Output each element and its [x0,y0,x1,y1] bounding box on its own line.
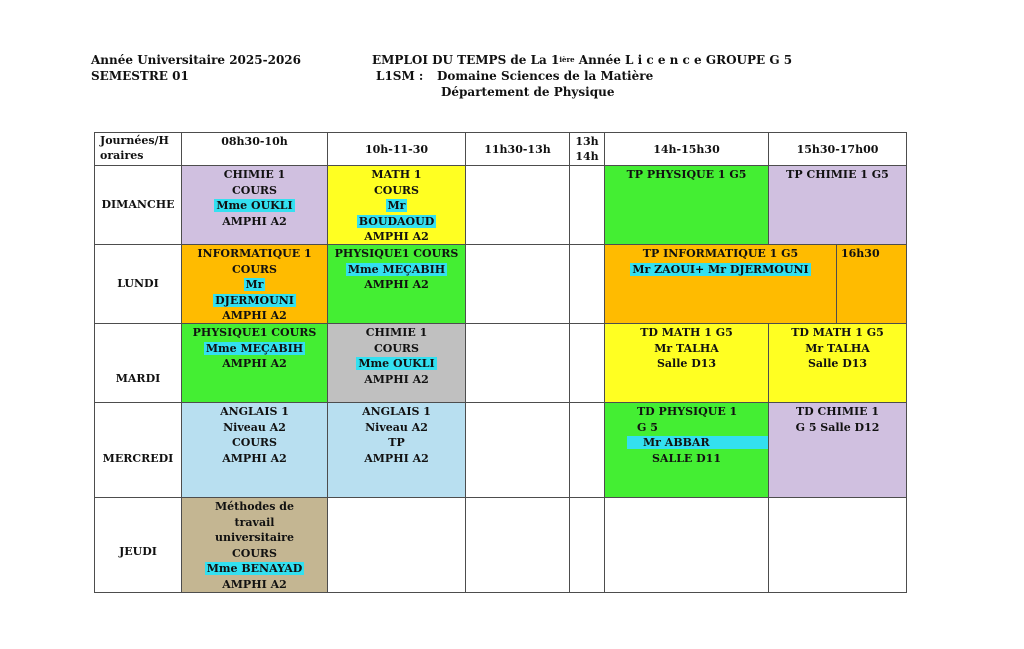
session-line: AMPHI A2 [222,357,287,370]
teacher-name: DJERMOUNI [215,293,294,307]
slot-header-2: 10h-11-30 [327,132,466,166]
teacher-name: Mme MEÇABIH [347,262,446,276]
session-line: PHYSIQUE1 COURS [334,247,459,260]
session-line: G 5 [637,420,658,434]
session-line [605,435,768,451]
session-line: CHIMIE 1 [365,326,428,339]
slot-header-4 [569,132,605,166]
session-line: Méthodes de [215,500,294,513]
session-line: Mr TALHA [654,341,719,355]
session-line [182,561,327,577]
session-line [182,293,327,309]
slot-header-5: 14h-15h30 [604,132,769,166]
corner-header [94,132,182,166]
empty-cell [465,497,570,593]
session-lundi-informatique [181,244,328,324]
session-mardi-physique [181,323,328,403]
session-mardi-td-math-2 [768,323,907,403]
session-line: COURS [231,262,277,276]
session-line: TD MATH 1 G5 [640,326,733,339]
session-line: Niveau A2 [223,420,286,434]
session-line: MATH 1 [371,168,422,181]
empty-cell [569,323,605,403]
empty-cell [768,497,907,593]
session-line: COURS [231,436,277,449]
session-lundi-physique [327,244,466,324]
empty-cell [569,165,605,245]
slot-header-4-line-1: 13h [575,135,599,148]
empty-cell [604,497,769,593]
teacher-name: BOUDAOUD [358,214,435,228]
teacher-name: Mme OUKLI [358,357,435,370]
session-mercredi-td-physique [604,402,769,498]
session-line: TD PHYSIQUE 1 [637,405,738,418]
session-line: Salle D13 [656,357,717,370]
teacher-name: Mme BENAYAD [206,562,303,575]
session-jeudi-methodes [181,497,328,593]
day-mardi: MARDI [94,323,182,403]
session-line: TD MATH 1 G5 [791,326,884,339]
corner-line-1: Journées/H [100,134,169,147]
session-line: INFORMATIQUE 1 [197,247,312,260]
slot-header-4-line-2: 14h [575,150,599,163]
session-line [182,341,327,357]
session-line: travail [234,515,275,529]
session-line: COURS [373,341,419,355]
slot-header-6: 15h30-17h00 [768,132,907,166]
empty-cell [465,402,570,498]
corner-line-2: oraires [100,149,144,162]
session-line: CHIMIE 1 [223,168,286,181]
session-line: AMPHI A2 [222,309,287,322]
title-superscript: ière [559,55,575,64]
semester: SEMESTRE 01 [91,69,189,83]
slot-header-3: 11h30-13h [465,132,570,166]
session-line: TP [388,436,405,449]
session-line [328,198,465,214]
session-line: AMPHI A2 [364,372,429,386]
teacher-name: Mr [387,199,406,212]
session-mercredi-td-chimie [768,402,907,498]
end-time: 16h30 [841,247,880,260]
domain: Domaine Sciences de la Matière [437,69,654,83]
session-line [328,262,465,278]
session-line [182,277,327,293]
session-line: AMPHI A2 [222,577,287,591]
session-mardi-chimie [327,323,466,403]
empty-cell [569,497,605,593]
title-part-2: Année L i c e n c e GROUPE G 5 [574,53,793,67]
empty-cell [465,323,570,403]
page-title [372,53,792,68]
session-line [605,262,836,278]
session-line [328,214,465,230]
session-lundi-end-time [836,244,907,324]
empty-cell [465,244,570,324]
session-line [328,356,465,372]
session-line: universitaire [215,531,294,544]
session-line: AMPHI A2 [364,278,429,291]
session-line: ANGLAIS 1 [220,405,289,418]
session-line: Niveau A2 [365,420,428,434]
timetable [94,132,907,593]
session-line: COURS [373,183,419,197]
empty-cell [465,165,570,245]
teacher-name: Mme OUKLI [216,199,293,212]
teacher-name: Mme MEÇABIH [205,341,304,355]
session-line: TP INFORMATIQUE 1 G5 [642,247,799,260]
day-mercredi: MERCREDI [94,402,182,498]
session-mercredi-anglais [181,402,328,498]
session-dimanche-chimie [181,165,328,245]
day-jeudi: JEUDI [94,497,182,593]
session-dimanche-tp-chimie [768,165,907,245]
teacher-name: Mr ZAOUI+ Mr DJERMOUNI [632,262,809,276]
day-lundi: LUNDI [94,244,182,324]
session-line: AMPHI A2 [222,214,287,228]
session-line: PHYSIQUE1 COURS [192,326,317,339]
session-line: TP PHYSIQUE 1 G5 [626,168,747,181]
teacher-name: Mr [245,278,264,291]
session-line: G 5 Salle D12 [795,420,880,434]
academic-year: Année Universitaire 2025-2026 [91,53,301,67]
empty-cell [569,244,605,324]
empty-cell [327,497,466,593]
slot-header-1: 08h30-10h [181,132,328,166]
session-dimanche-math [327,165,466,245]
session-line: AMPHI A2 [364,451,429,465]
session-line: COURS [231,546,277,560]
day-dimanche: DIMANCHE [94,165,182,245]
session-line: ANGLAIS 1 [362,405,431,418]
session-line: COURS [231,183,277,197]
session-line: TD CHIMIE 1 [795,405,880,418]
session-line: Mr TALHA [805,341,870,355]
session-line: AMPHI A2 [222,451,287,465]
session-lundi-tp-informatique [604,244,837,324]
empty-cell [569,402,605,498]
title-part-1: EMPLOI DU TEMPS de La 1 [372,53,560,67]
teacher-name: Mr ABBAR [627,436,769,449]
program-code: L1SM : [376,69,424,83]
session-mardi-td-math [604,323,769,403]
session-mercredi-anglais-tp [327,402,466,498]
session-line: SALLE D11 [651,451,721,465]
department: Département de Physique [441,85,615,99]
session-dimanche-tp-physique [604,165,769,245]
session-line: AMPHI A2 [364,230,429,243]
session-line: TP CHIMIE 1 G5 [786,168,889,181]
session-line [182,198,327,214]
session-line: Salle D13 [807,357,868,370]
